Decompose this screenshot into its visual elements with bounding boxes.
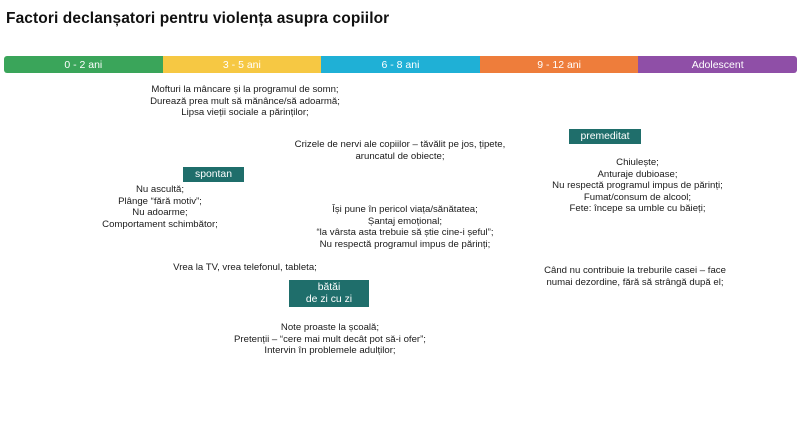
factors-tv xyxy=(160,262,330,274)
factor-text: Nu adoarme; xyxy=(132,207,188,219)
factor-text: Intervin în problemele adulților; xyxy=(264,345,396,357)
factors-nu-asculta xyxy=(80,184,240,230)
factor-text: Vrea la TV, vrea telefonul, tableta; xyxy=(173,262,317,273)
factor-text: Nu respectă programul impus de părinți; xyxy=(319,238,491,250)
factor-text: Nu ascultă; xyxy=(136,184,184,195)
tag-premeditat xyxy=(569,129,641,144)
factor-text: aruncatul de obiecte; xyxy=(355,150,445,162)
factor-text: “la vârsta asta trebuie să știe cine-i șeful”; xyxy=(316,227,494,239)
factor-text: Anturaje dubioase; xyxy=(597,168,678,180)
factor-text: numai dezordine, fără să strângă după el; xyxy=(546,276,724,288)
age-timeline xyxy=(4,56,797,73)
factors-treburile xyxy=(520,265,750,288)
tag-spontan xyxy=(183,167,244,182)
age-segment-0-2: 0 - 2 ani xyxy=(4,56,163,73)
age-segment-3-5: 3 - 5 ani xyxy=(163,56,322,73)
tag-label: premeditat xyxy=(580,130,630,142)
tag-label: spontan xyxy=(195,168,232,180)
tag-label: de zi cu zi xyxy=(305,293,353,305)
factor-text: Durează prea mult să mănânce/să adoarmă; xyxy=(150,95,340,107)
tag-batai xyxy=(289,280,369,307)
page-title: Factori declanșatori pentru violența asupra copiilor xyxy=(6,10,390,27)
factor-text: Când nu contribuie la treburile casei – face xyxy=(544,265,726,276)
factors-pericol xyxy=(290,204,520,250)
age-segment-9-12: 9 - 12 ani xyxy=(480,56,639,73)
factor-text: Note proaste la școală; xyxy=(280,322,380,333)
factors-mofturi xyxy=(130,84,360,119)
factors-crizele xyxy=(270,139,530,162)
age-segment-adolescent: Adolescent xyxy=(638,56,797,73)
factor-text: Plânge “fără motiv”; xyxy=(118,195,202,207)
factor-text: Crizele de nervi ale copiilor – tăvălit pe jos, țipete, xyxy=(294,139,506,150)
factor-text: Comportament schimbător; xyxy=(102,218,218,230)
factors-note xyxy=(210,322,450,357)
factors-chiuleste xyxy=(530,157,745,215)
factor-text: Șantaj emoțional; xyxy=(367,215,443,227)
factor-text: Fumat/consum de alcool; xyxy=(583,191,692,203)
factor-text: Mofturi la mâncare și la programul de somn; xyxy=(151,84,339,95)
age-segment-6-8: 6 - 8 ani xyxy=(321,56,480,73)
factor-text: Își pune în pericol viața/sănătatea; xyxy=(332,204,478,215)
factor-text: Lipsa vieții sociale a părinților; xyxy=(181,107,309,119)
factor-text: Chiulește; xyxy=(616,157,659,168)
factor-text: Fete: începe sa umble cu băieți; xyxy=(569,203,706,215)
factor-text: Nu respectă programul impus de părinți; xyxy=(552,180,723,192)
factor-text: Pretenții – “cere mai mult decât pot să-i ofer”; xyxy=(234,333,426,345)
tag-label: bătăi xyxy=(317,281,341,293)
